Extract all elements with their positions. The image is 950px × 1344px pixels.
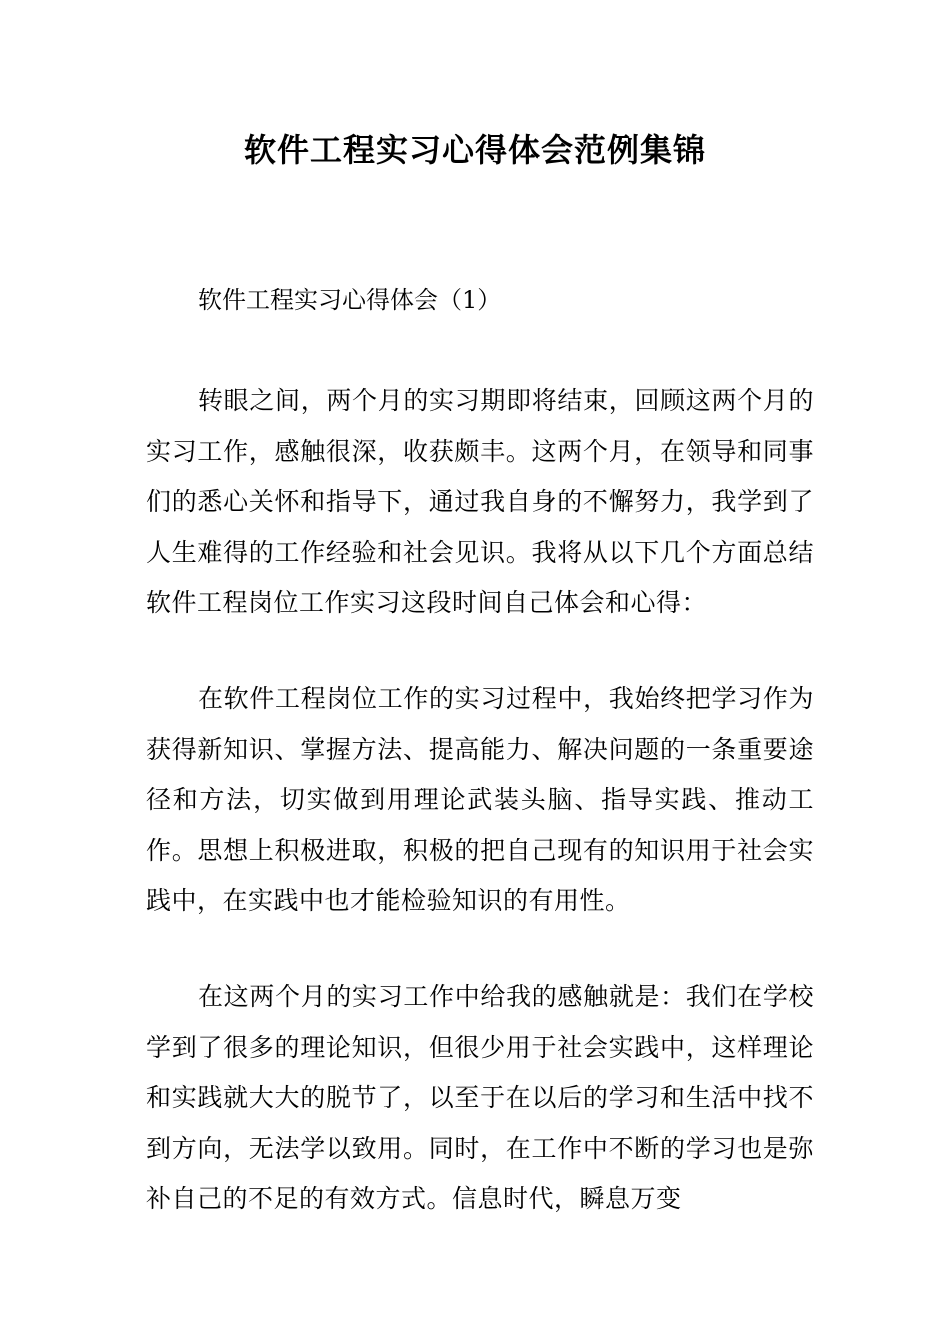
paragraph-1: 转眼之间，两个月的实习期即将结束，回顾这两个月的实习工作，感触很深，收获颇丰。这两个月，在领导和同事们的悉心关怀和指导下，通过我自身的不懈努力，我学到了人生难得的工作经验和社会见识。我将从以下几个方面总结软件工程岗位工作实习这段时间自己体会和心得：: [146, 386, 814, 617]
section-heading: 软件工程实习心得体会（1）: [198, 286, 502, 314]
paragraph-2: 在软件工程岗位工作的实习过程中，我始终把学习作为获得新知识、掌握方法、提高能力、解决问题的一条重要途径和方法，切实做到用理论武装头脑、指导实践、推动工作。思想上积极进取，积极的把自己现有的知识用于社会实践中，在实践中也才能检验知识的有用性。: [146, 684, 814, 915]
document-title: 软件工程实习心得体会范例集锦: [243, 131, 706, 169]
paragraph-3: 在这两个月的实习工作中给我的感触就是：我们在学校学到了很多的理论知识，但很少用于社会实践中，这样理论和实践就大大的脱节了，以至于在以后的学习和生活中找不到方向，无法学以致用。同时，在工作中不断的学习也是弥补自己的不足的有效方式。信息时代，瞬息万变: [146, 982, 814, 1213]
